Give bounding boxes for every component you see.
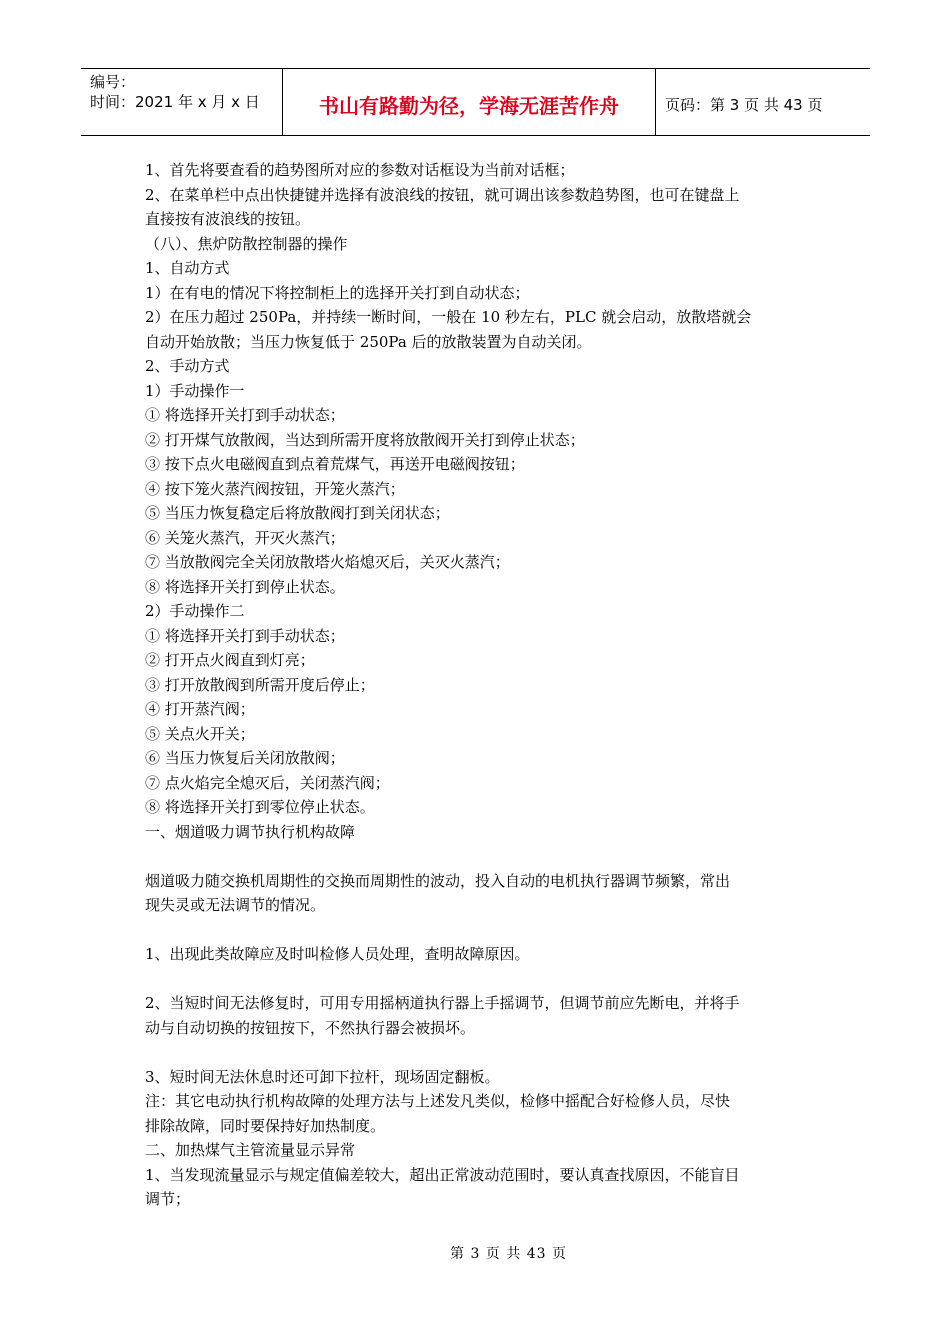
text-line: 自动开始放散；当压力恢复低于 250Pa 后的放散装置为自动关闭。 bbox=[145, 332, 592, 351]
blank-line bbox=[145, 967, 810, 992]
header-motto: 书山有路勤为径，学海无涯苦作舟 bbox=[282, 69, 656, 135]
blank-line bbox=[145, 918, 810, 943]
page-header bbox=[81, 68, 870, 136]
text-line: 一、烟道吸力调节执行机构故障 bbox=[145, 822, 356, 841]
text-line: ⑦ 当放散阀完全关闭放散塔火焰熄灭后，关灭火蒸汽； bbox=[145, 553, 510, 571]
text-line: ② 打开点火阀直到灯亮； bbox=[145, 651, 315, 669]
text-line: ① 将选择开关打到手动状态； bbox=[145, 406, 345, 424]
page-footer: 第 3 页 共 43 页 bbox=[450, 1246, 567, 1262]
text-line: （八）、焦炉防散控制器的操作 bbox=[145, 234, 348, 253]
text-line: 1、出现此类故障应及时叫检修人员处理，查明故障原因。 bbox=[145, 945, 530, 963]
text-line: 二、加热煤气主管流量显示异常 bbox=[145, 1141, 356, 1159]
text-line: ⑥ 关笼火蒸汽，开灭火蒸汽； bbox=[145, 528, 345, 547]
text-line: 1、自动方式 bbox=[145, 259, 230, 277]
text-line: 直接按有波浪线的按钮。 bbox=[145, 210, 311, 228]
header-page-info: 页码：第 3 页 共 43 页 bbox=[665, 95, 823, 114]
text-line: ⑧ 将选择开关打到停止状态。 bbox=[145, 577, 345, 596]
text-line: ③ 打开放散阀到所需开度后停止； bbox=[145, 675, 375, 694]
text-line: ③ 按下点火电磁阀直到点着荒煤气，再送开电磁阀按钮； bbox=[145, 455, 525, 473]
number-label: 编号： bbox=[90, 73, 136, 91]
text-line: 2）在压力超过 250Pa，并持续一断时间，一般在 10 秒左右，PLC 就会启动，放散塔就会 bbox=[145, 308, 752, 326]
text-line: 注：其它电动执行机构故障的处理方法与上述发凡类似，检修中摇配合好检修人员，尽快 bbox=[145, 1092, 731, 1110]
text-line: 2）手动操作二 bbox=[145, 602, 245, 620]
document-body bbox=[145, 158, 810, 1212]
text-line: ⑥ 当压力恢复后关闭放散阀； bbox=[145, 749, 345, 767]
text-line: 2、当短时间无法修复时，可用专用摇柄道执行器上手摇调节，但调节前应先断电，并将手 bbox=[145, 994, 740, 1012]
text-line: 1）手动操作一 bbox=[145, 381, 245, 400]
blank-line bbox=[145, 844, 810, 869]
text-line: 1、当发现流量显示与规定值偏差较大，超出正常波动范围时，要认真查找原因，不能盲目 bbox=[145, 1165, 740, 1184]
text-line: 2、在菜单栏中点出快捷键并选择有波浪线的按钮，就可调出该参数趋势图，也可在键盘上 bbox=[145, 185, 740, 204]
text-line: ④ 打开蒸汽阀； bbox=[145, 700, 255, 718]
text-line: 排除故障，同时要保持好加热制度。 bbox=[145, 1116, 386, 1135]
text-line: 3、短时间无法休息时还可卸下拉杆，现场固定翻板。 bbox=[145, 1067, 500, 1086]
text-line: ⑧ 将选择开关打到零位停止状态。 bbox=[145, 798, 375, 816]
text-line: 调节； bbox=[145, 1190, 191, 1208]
text-line: 2、手动方式 bbox=[145, 357, 230, 375]
text-line: ④ 按下笼火蒸汽阀按钮，开笼火蒸汽； bbox=[145, 479, 405, 498]
text-line: ⑤ 关点火开关； bbox=[145, 724, 255, 743]
text-line: 现失灵或无法调节的情况。 bbox=[145, 896, 326, 914]
text-line: ② 打开煤气放散阀，当达到所需开度将放散阀开关打到停止状态； bbox=[145, 430, 585, 449]
text-line: 烟道吸力随交换机周期性的交换而周期性的波动，投入自动的电机执行器调节频繁，常出 bbox=[145, 871, 731, 890]
text-line: 动与自动切换的按钮按下，不然执行器会被损坏。 bbox=[145, 1018, 476, 1037]
text-line: 1）在有电的情况下将控制柜上的选择开关打到自动状态； bbox=[145, 283, 530, 302]
header-meta bbox=[81, 69, 282, 135]
date-text: 时间：2021 年 x 月 x 日 bbox=[90, 93, 260, 111]
text-line: ⑦ 点火焰完全熄灭后，关闭蒸汽阀； bbox=[145, 773, 390, 792]
text-line: ① 将选择开关打到手动状态； bbox=[145, 626, 345, 645]
text-line: 1、首先将要查看的趋势图所对应的参数对话框设为当前对话框； bbox=[145, 161, 575, 179]
text-line: ⑤ 当压力恢复稳定后将放散阀打到关闭状态； bbox=[145, 504, 450, 522]
blank-line bbox=[145, 1040, 810, 1065]
